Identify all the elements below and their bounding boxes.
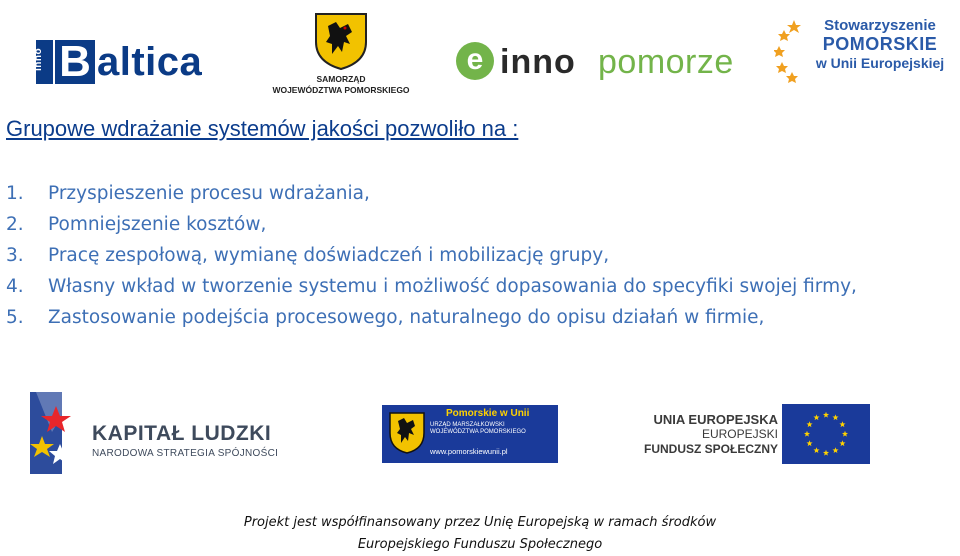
unia-line1: UNIA EUROPEJSKA (653, 412, 778, 427)
list-item-number: 3. (6, 245, 24, 266)
samorzad-line1: SAMORZĄD (316, 74, 366, 84)
pomorskie-w-unii-title: Pomorskie w Unii (446, 408, 530, 419)
innopomorze-logo (456, 40, 740, 84)
list-item (6, 240, 946, 271)
stowarzyszenie-logo (774, 16, 956, 86)
samorzad-logo (262, 12, 420, 98)
eu-flag-icon (782, 404, 870, 464)
pomorskie-w-unii-logo (382, 405, 558, 463)
stowarzyszenie-line3: w Unii Europejskiej (815, 55, 945, 71)
innopomorze-e-icon: e (456, 42, 494, 80)
list-item-number: 2. (6, 214, 24, 235)
footer-line1: Projekt jest współfinansowany przez Unię Europejską w ramach środków (243, 515, 717, 530)
griffin-crest-icon (388, 411, 426, 455)
pomorskie-w-unii-sub1: URZĄD MARSZAŁKOWSKI (430, 422, 505, 428)
list-item (6, 178, 946, 209)
list-item-text: Pracę zespołową, wymianę doświadczeń i mobilizację grupy, (48, 245, 610, 266)
list-item-text: Przyspieszenie procesu wdrażania, (48, 183, 370, 204)
unia-europejska-logo (638, 404, 870, 466)
page-heading: Grupowe wdrażanie systemów jakości pozwoliło na : (6, 116, 519, 141)
kapital-ludzki-emblem-icon (22, 388, 88, 480)
stowarzyszenie-text (804, 16, 956, 73)
kapital-ludzki-logo (22, 388, 312, 480)
pomorskie-w-unii-sub2: WOJEWÓDZTWA POMORSKIEGO (430, 429, 526, 435)
list-item-text: Pomniejszenie kosztów, (48, 214, 267, 235)
unia-line3: FUNDUSZ SPOŁECZNY (643, 442, 778, 456)
griffin-crest-icon (314, 12, 368, 70)
kapital-ludzki-subtitle: NARODOWA STRATEGIA SPÓJNOŚCI (92, 448, 279, 459)
list-item-text: Własny wkład w tworzenie systemu i możliwość dopasowania do specyfiki swojej firmy, (48, 276, 857, 297)
kapital-ludzki-title: KAPITAŁ LUDZKI (92, 422, 272, 445)
innopomorze-inno: inno (500, 43, 576, 81)
unia-line2: EUROPEJSKI (701, 427, 778, 441)
innobaltica-b-block: B (55, 40, 95, 84)
innobaltica-inno-text: inno (33, 47, 45, 72)
list-item-number: 1. (6, 183, 24, 204)
samorzad-line2: WOJEWÓDZTWA POMORSKIEGO (272, 85, 410, 95)
stowarzyszenie-line2: POMORSKIE (822, 34, 938, 54)
benefit-list (6, 178, 946, 333)
list-item (6, 302, 946, 333)
samorzad-caption (262, 74, 420, 96)
unia-europejska-text (638, 412, 778, 457)
pomorskie-w-unii-url: www.pomorskiewunii.pl (430, 447, 508, 456)
innobaltica-logo (33, 37, 208, 86)
pomorskie-w-unii-sub (430, 422, 526, 436)
footer-line2: Europejskiego Funduszu Społecznego (357, 537, 603, 552)
list-item (6, 271, 946, 302)
footer-cofinancing-note (0, 512, 960, 556)
innobaltica-inno-bar (33, 40, 53, 84)
innopomorze-pomorze: pomorze (598, 43, 734, 81)
list-item-text: Zastosowanie podejścia procesowego, naturalnego do opisu działań w firmie, (48, 307, 765, 328)
stars-arc-icon (774, 18, 808, 84)
stowarzyszenie-line1: Stowarzyszenie (824, 17, 936, 34)
innobaltica-wordmark: altica (97, 40, 203, 84)
list-item (6, 209, 946, 240)
list-item-number: 5. (6, 307, 24, 328)
list-item-number: 4. (6, 276, 24, 297)
